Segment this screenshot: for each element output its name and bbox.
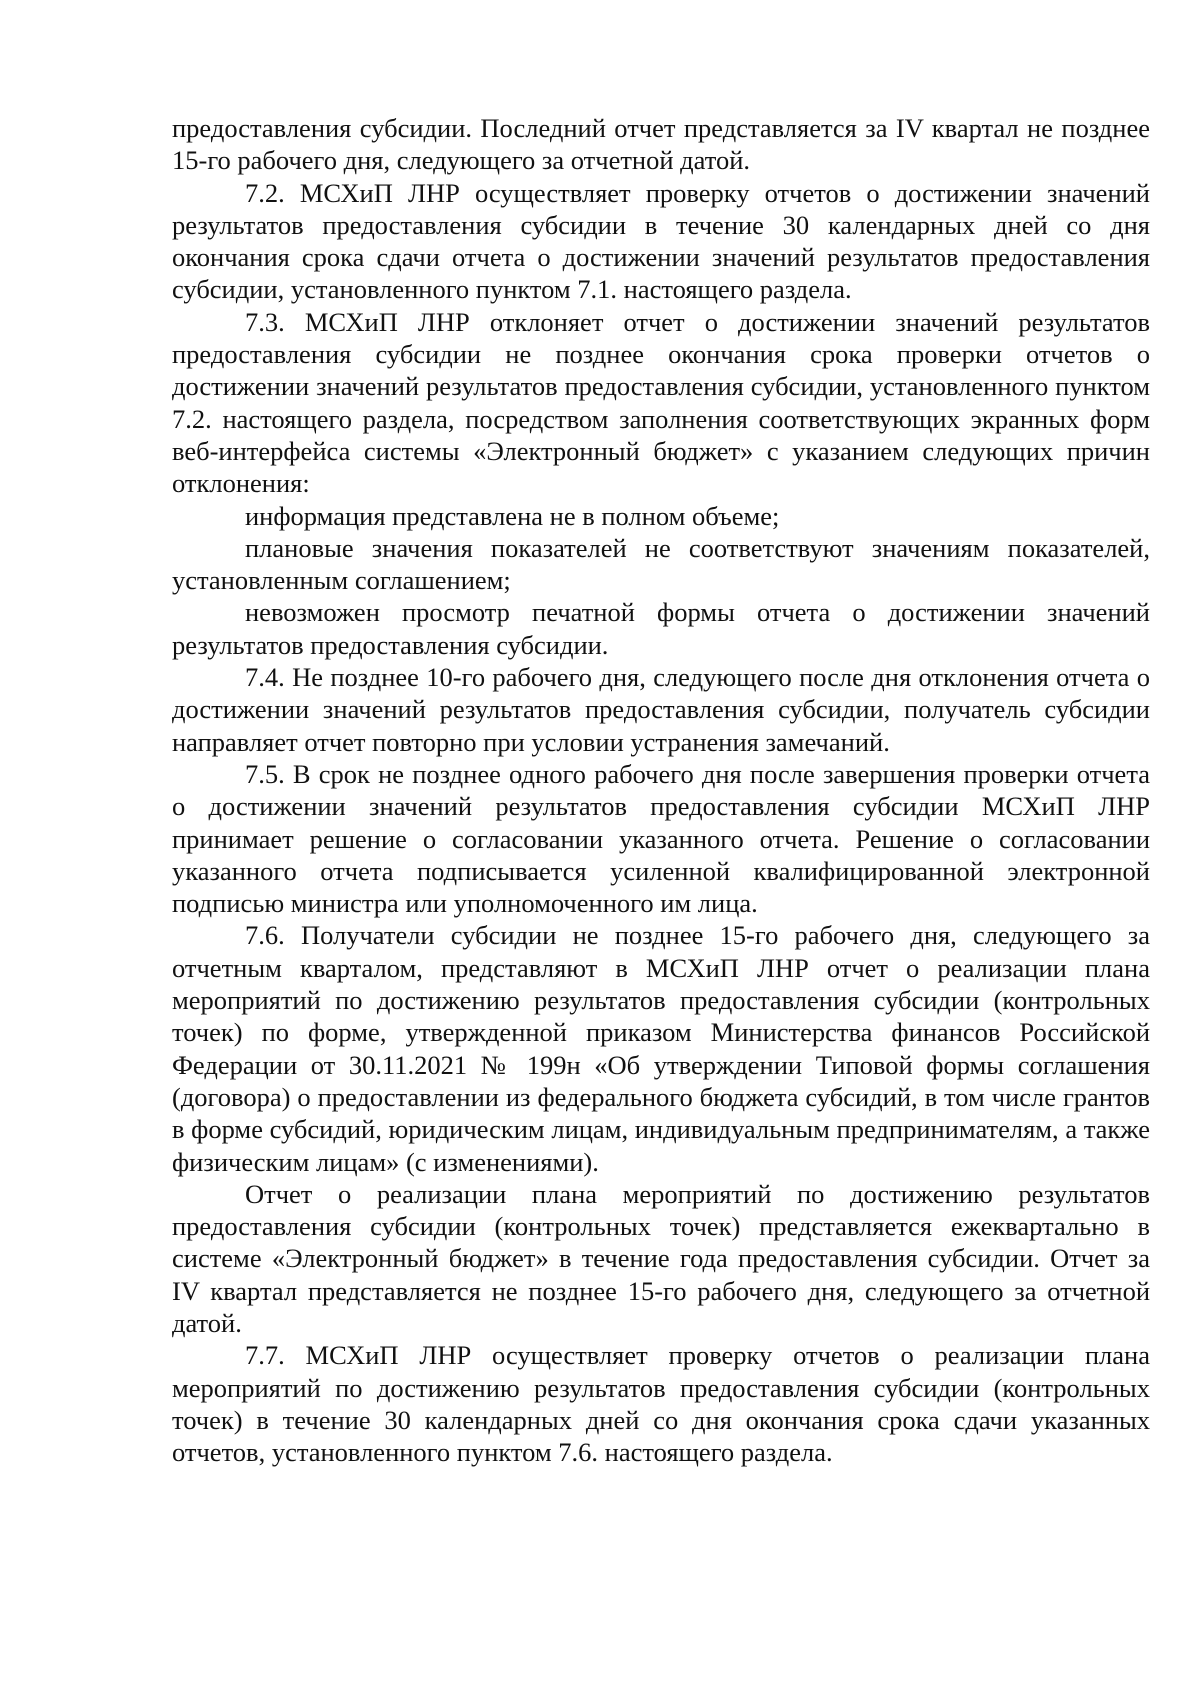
paragraph-continuation: предоставления субсидии. Последний отчет представляется за IV квартал не позднее 15-го рабочего дня, следующего за отчетной датой. bbox=[172, 113, 1150, 176]
paragraph-7-5: 7.5. В срок не позднее одного рабочего дня после завершения проверки отчета о достижении значений результатов предоставления субсидии МСХиП ЛНР принимает решение о согласовании указанного отчета. Решение о согласовании указанного отчета подписывается усиленной квалифицированной электронной подписью министра или уполномоченного им лица. bbox=[172, 758, 1150, 919]
list-item-reason-3: невозможен просмотр печатной формы отчета о достижении значений результатов предоставления субсидии. bbox=[172, 597, 1150, 660]
paragraph-7-3: 7.3. МСХиП ЛНР отклоняет отчет о достижении значений результатов предоставления субсидии не позднее окончания срока проверки отчетов о достижении значений результатов предоставления субсидии, установленного пунктом 7.2. настоящего раздела, посредством заполнения соответствующих экранных форм веб-интерфейса системы «Электронный бюджет» с указанием следующих причин отклонения: bbox=[172, 306, 1150, 499]
paragraph-7-6-report: Отчет о реализации плана мероприятий по достижению результатов предоставления субсидии (контрольных точек) представляется ежеквартально в системе «Электронный бюджет» в течение года предоставления субсидии. Отчет за IV квартал представляется не позднее 15-го рабочего дня, следующего за отчетной датой. bbox=[172, 1178, 1150, 1338]
document-page bbox=[172, 112, 1150, 1468]
list-item-reason-2: плановые значения показателей не соответствуют значениям показателей, установленным соглашением; bbox=[172, 532, 1150, 596]
paragraph-7-4: 7.4. Не позднее 10-го рабочего дня, следующего после дня отклонения отчета о достижении значений результатов предоставления субсидии, получатель субсидии направляет отчет повторно при условии устранения замечаний. bbox=[172, 662, 1150, 757]
paragraph-7-2: 7.2. МСХиП ЛНР осуществляет проверку отчетов о достижении значений результатов предоставления субсидии в течение 30 календарных дней со дня окончания срока сдачи отчета о достижении значений результатов предоставления субсидии, установленного пунктом 7.1. настоящего раздела. bbox=[172, 177, 1150, 305]
paragraph-7-6: 7.6. Получатели субсидии не позднее 15-го рабочего дня, следующего за отчетным кварталом, представляют в МСХиП ЛНР отчет о реализации плана мероприятий по достижению результатов предоставления субсидии (контрольных точек) по форме, утвержденной приказом Министерства финансов Российской Федерации от 30.11.2021 № 199н «Об утверждении Типовой формы соглашения (договора) о предоставлении из федерального бюджета субсидий, в том числе грантов в форме субсидий, юридическим лицам, индивидуальным предпринимателям, а также физическим лицам» (с изменениями). bbox=[172, 920, 1150, 1177]
paragraph-7-7: 7.7. МСХиП ЛНР осуществляет проверку отчетов о реализации плана мероприятий по достижению результатов предоставления субсидии (контрольных точек) в течение 30 календарных дней со дня окончания срока сдачи указанных отчетов, установленного пунктом 7.6. настоящего раздела. bbox=[172, 1340, 1150, 1468]
list-item-reason-1: информация представлена не в полном объеме; bbox=[245, 500, 780, 531]
